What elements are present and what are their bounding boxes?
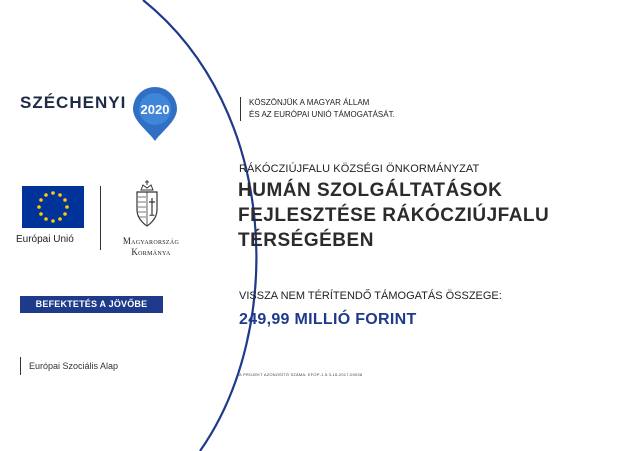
brand-name: SZÉCHENYI — [20, 93, 127, 112]
project-title-line-2: FEJLESZTÉSE RÁKÓCZIÚJFALU — [238, 205, 550, 226]
government-line-2: Kormánya — [131, 247, 171, 257]
hungarian-crest-icon — [130, 180, 164, 232]
brand-year: 2020 — [140, 102, 170, 117]
government-label — [106, 236, 196, 258]
government-line-1: Magyarország — [122, 236, 180, 246]
thanks-line-1: KÖSZÖNJÜK A MAGYAR ÁLLAM — [249, 98, 370, 107]
fund-label: Európai Szociális Alap — [20, 357, 118, 375]
location-pin-icon — [130, 87, 180, 143]
eu-label: Európai Unió — [16, 234, 74, 245]
thanks-line-2: ÉS AZ EURÓPAI UNIÓ TÁMOGATÁSÁT. — [249, 110, 395, 119]
support-amount-label: VISSZA NEM TÉRÍTENDŐ TÁMOGATÁS ÖSSZEGE: — [239, 290, 502, 302]
thanks-text — [240, 97, 395, 121]
municipality-name: RÁKÓCZIÚJFALU KÖZSÉGI ÖNKORMÁNYZAT — [239, 163, 480, 175]
project-id: A PROJEKT AZONOSÍTÓ SZÁMA: EFOP-1.5.3-16-2017-00038 — [239, 372, 363, 377]
project-title-line-3: TÉRSÉGÉBEN — [238, 230, 374, 251]
invest-future-badge: BEFEKTETÉS A JÖVŐBE — [20, 296, 163, 313]
eu-flag-icon — [22, 186, 84, 228]
support-amount: 249,99 MILLIÓ FORINT — [239, 311, 417, 328]
project-title — [238, 178, 549, 253]
logo-divider — [100, 186, 101, 250]
project-title-line-1: HUMÁN SZOLGÁLTATÁSOK — [238, 180, 503, 201]
